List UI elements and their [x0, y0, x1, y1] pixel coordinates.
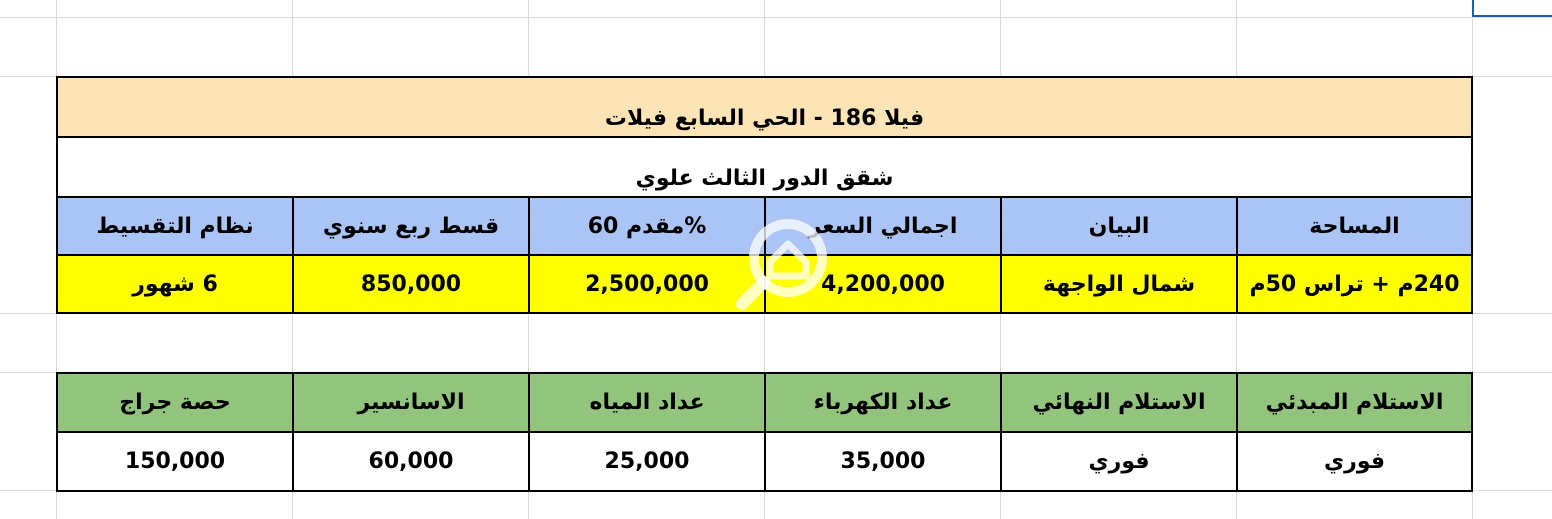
- villa-title[interactable]: فيلا 186 - الحي السابع فيلات: [604, 105, 925, 131]
- value-down-payment[interactable]: 2,500,000: [528, 256, 764, 312]
- header-final-delivery[interactable]: الاستلام النهائي: [1000, 374, 1236, 431]
- value-garage-share[interactable]: 150,000: [124, 449, 226, 474]
- unit-subtitle[interactable]: شقق الدور الثالث علوي: [635, 165, 894, 191]
- fees-header-row: [58, 374, 1471, 433]
- header-total-price[interactable]: اجمالي السعر: [764, 198, 1000, 254]
- fees-value-row: [58, 433, 1471, 492]
- pricing-header-row: [58, 198, 1471, 256]
- pricing-table: [56, 76, 1473, 314]
- value-elevator[interactable]: 60,000: [292, 433, 528, 490]
- header-quarterly-installment[interactable]: قسط ربع سنوي: [292, 198, 528, 254]
- header-water-meter[interactable]: عداد المياه: [528, 374, 764, 431]
- value-quarterly-installment[interactable]: 850,000: [292, 256, 528, 312]
- value-electricity-meter[interactable]: 35,000: [764, 433, 1000, 490]
- title-row: [58, 78, 1471, 138]
- value-area[interactable]: 240م + تراس 50م: [1236, 256, 1471, 312]
- value-final-delivery[interactable]: فوري: [1000, 433, 1236, 490]
- value-installment-plan[interactable]: 6 شهور: [132, 271, 218, 297]
- header-garage-share[interactable]: حصة جراج: [119, 390, 231, 415]
- header-electricity-meter[interactable]: عداد الكهرباء: [764, 374, 1000, 431]
- value-initial-delivery[interactable]: فوري: [1236, 433, 1471, 490]
- header-installment-plan[interactable]: نظام التقسيط: [96, 213, 254, 239]
- header-elevator[interactable]: الاسانسير: [292, 374, 528, 431]
- header-area[interactable]: المساحة: [1236, 198, 1471, 254]
- delivery-fees-table: [56, 372, 1473, 492]
- value-description[interactable]: شمال الواجهة: [1000, 256, 1236, 312]
- header-down-payment[interactable]: %مقدم 60: [528, 198, 764, 254]
- selected-cell-indicator[interactable]: [1472, 0, 1552, 17]
- value-water-meter[interactable]: 25,000: [528, 433, 764, 490]
- value-total-price[interactable]: 4,200,000: [764, 256, 1000, 312]
- pricing-value-row: [58, 256, 1471, 314]
- header-initial-delivery[interactable]: الاستلام المبدئي: [1236, 374, 1471, 431]
- header-description[interactable]: البيان: [1000, 198, 1236, 254]
- subtitle-row: [58, 138, 1471, 198]
